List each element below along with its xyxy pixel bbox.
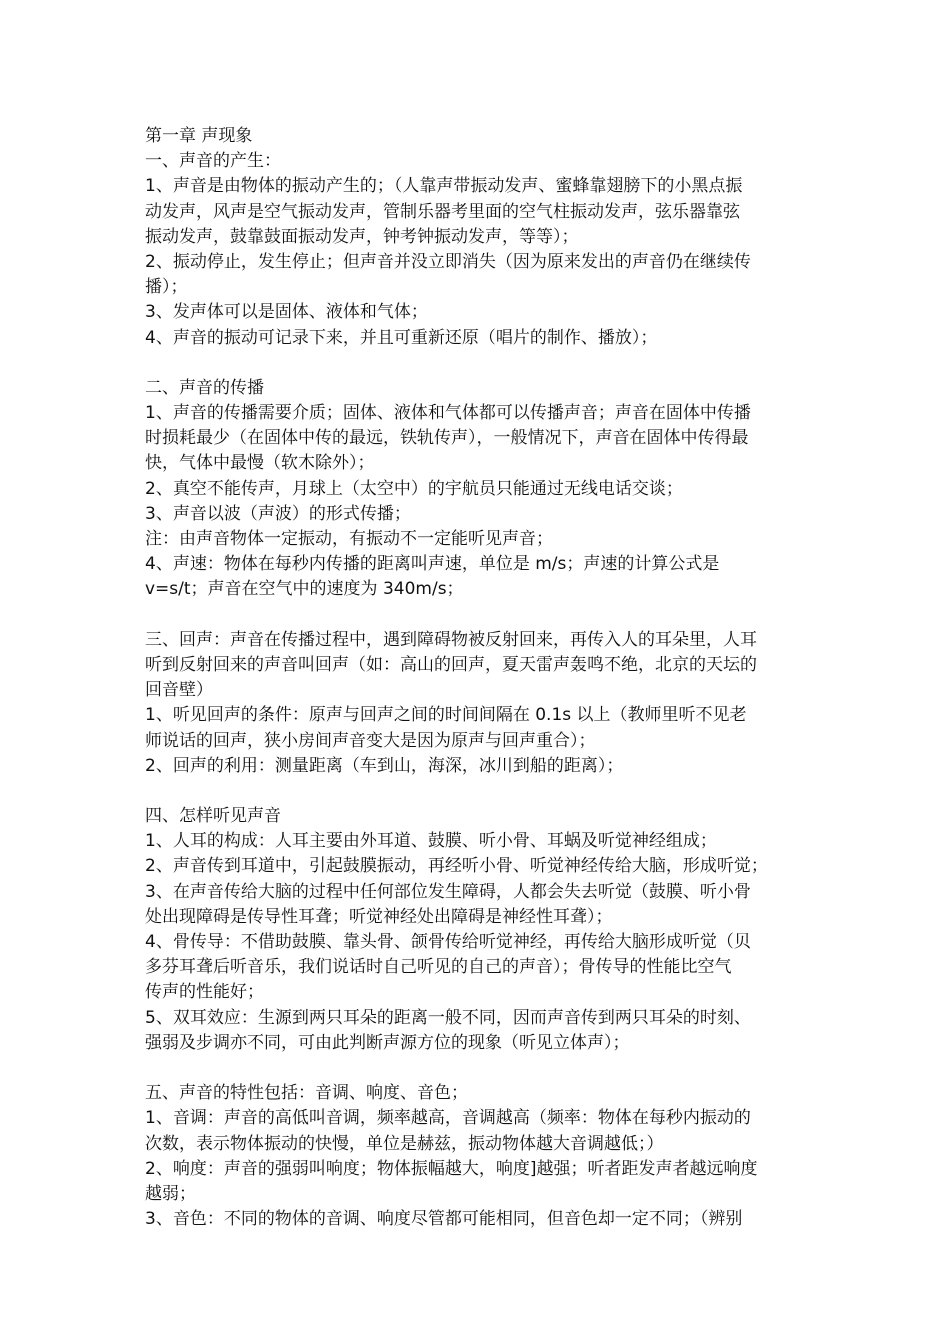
text-line: 2、真空不能传声，月球上（太空中）的宇航员只能通过无线电话交谈； [145, 478, 683, 499]
text-line: 3、在声音传给大脑的过程中任何部位发生障碍，人都会失去听觉（鼓膜、听小骨 [145, 881, 751, 902]
text-line: 1、听见回声的条件：原声与回声之间的时间间隔在 0.1s 以上（教师里听不见老 [145, 705, 747, 726]
text-line: 1、声音是由物体的振动产生的；（人靠声带振动发声、蜜蜂靠翅膀下的小黑点振 [145, 176, 743, 197]
text-line: 时损耗最少（在固体中传的最远，铁轨传声），一般情况下，声音在固体中传得最 [145, 428, 749, 449]
text-line: 传声的性能好； [145, 982, 264, 1003]
text-line: 2、声音传到耳道中，引起鼓膜振动，再经听小骨、听觉神经传给大脑，形成听觉； [145, 856, 768, 877]
text-line: 注：由声音物体一定振动，有振动不一定能听见声音； [145, 529, 553, 549]
text-line: 处出现障碍是传导性耳聋；听觉神经处出障碍是神经性耳聋）； [145, 906, 613, 927]
text-line: 5、双耳效应：生源到两只耳朵的距离一般不同，因而声音传到两只耳朵的时刻、 [145, 1007, 751, 1028]
text-line: 回音壁） [145, 680, 213, 701]
text-line: 2、振动停止，发生停止；但声音并没立即消失（因为原来发出的声音仍在继续传 [145, 251, 751, 272]
text-line: 振动发声，鼓靠鼓面振动发声，钟考钟振动发声，等等）； [145, 226, 579, 247]
section-heading: 四、怎样听见声音 [145, 806, 281, 827]
text-line: 强弱及步调亦不同，可由此判断声源方位的现象（听见立体声）； [145, 1032, 630, 1053]
text-line: 4、骨传导：不借助鼓膜、靠头骨、颌骨传给听觉神经，再传给大脑形成听觉（贝 [145, 932, 751, 952]
text-line: 4、声速：物体在每秒内传播的距离叫声速，单位是 m/s；声速的计算公式是 [145, 554, 720, 575]
section-hearing [145, 804, 813, 1056]
text-line: 次数，表示物体振动的快慢，单位是赫兹，振动物体越大音调越低；） [145, 1133, 664, 1154]
text-line: 3、音色：不同的物体的音调、响度尽管都可能相同，但音色却一定不同；（辨别 [145, 1209, 743, 1230]
text-line: 3、发声体可以是固体、液体和气体； [145, 302, 428, 323]
paragraph-gap [145, 603, 813, 628]
text-line: 2、回声的利用：测量距离（车到山，海深，冰川到船的距离）； [145, 755, 624, 776]
text-line: 动发声，风声是空气振动发声，管制乐器考里面的空气柱振动发声，弦乐器靠弦 [145, 201, 740, 222]
text-line: 多芬耳聋后听音乐，我们说话时自己听见的自己的声音）；骨传导的性能比空气 [145, 957, 732, 978]
section-sound-production [145, 149, 813, 351]
text-line: 1、声音的传播需要介质；固体、液体和气体都可以传播声音；声音在固体中传播 [145, 403, 751, 424]
text-line: 师说话的回声，狭小房间声音变大是因为原声与回声重合）； [145, 730, 596, 751]
paragraph-gap [145, 351, 813, 376]
text-line: 3、声音以波（声波）的形式传播； [145, 503, 411, 524]
section-sound-propagation [145, 376, 813, 603]
section-heading: 五、声音的特性包括：音调、响度、音色； [145, 1083, 468, 1104]
text-line: 越弱； [145, 1183, 196, 1204]
text-line: 4、声音的振动可记录下来，并且可重新还原（唱片的制作、播放）； [145, 327, 658, 348]
text-line: 播）； [145, 277, 188, 298]
chapter-title: 第一章 声现象 [145, 126, 253, 146]
section-sound-characteristics [145, 1081, 813, 1232]
text-line: 2、响度：声音的强弱叫响度；物体振幅越大，响度]越强；听者距发声者越远响度 [145, 1158, 758, 1179]
paragraph-gap [145, 1056, 813, 1081]
text-line: 1、人耳的构成：人耳主要由外耳道、鼓膜、听小骨、耳蜗及听觉神经组成； [145, 831, 717, 852]
paragraph-gap [145, 779, 813, 804]
section-heading: 三、回声：声音在传播过程中，遇到障碍物被反射回来，再传入人的耳朵里，人耳 [145, 629, 757, 650]
section-heading: 一、声音的产生： [145, 151, 281, 172]
document-body [145, 124, 813, 1232]
section-echo [145, 628, 813, 779]
text-line: 听到反射回来的声音叫回声（如：高山的回声，夏天雷声轰鸣不绝，北京的天坛的 [145, 654, 757, 675]
text-line: v=s/t；声音在空气中的速度为 340m/s； [145, 579, 464, 600]
text-line: 快，气体中最慢（软木除外）； [145, 453, 375, 474]
section-heading: 二、声音的传播 [145, 377, 264, 398]
text-line: 1、音调：声音的高低叫音调，频率越高，音调越高（频率：物体在每秒内振动的 [145, 1108, 751, 1129]
